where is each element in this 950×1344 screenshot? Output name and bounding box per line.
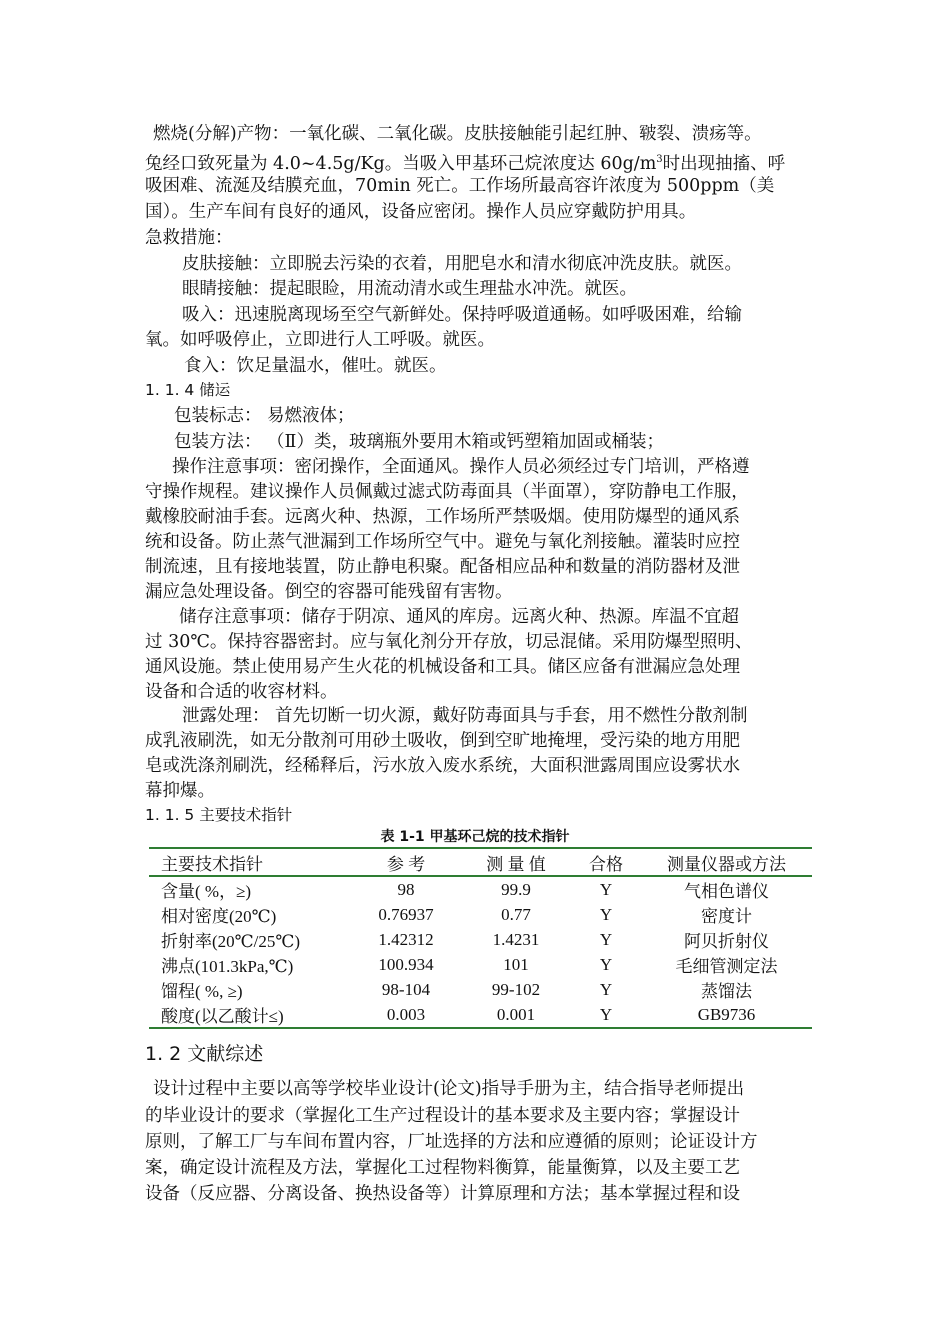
- table-cell: Y: [599, 979, 613, 999]
- paragraph-line: 设备和合适的收容材料。: [145, 682, 338, 702]
- table-cell: 1.42312: [378, 929, 434, 949]
- paragraph-line: 眼睛接触：提起眼睑，用流动清水或生理盐水冲洗。就医。: [182, 279, 637, 299]
- table-cell: GB9736: [641, 1002, 812, 1028]
- paragraph-line: 原则，了解工厂与车间布置内容，厂址选择的方法和应遵循的原则；论证设计方: [145, 1132, 758, 1152]
- paragraph-line: 守操作规程。建议操作人员佩戴过滤式防毒面具（半面罩），穿防静电工作服，: [145, 482, 749, 502]
- paragraph-line: 氧。如呼吸停止，立即进行人工呼吸。就医。: [145, 330, 495, 350]
- table-row: [149, 876, 812, 902]
- table-caption: 表 1-1 甲基环己烷的技术指针: [380, 829, 570, 845]
- table-header-row: [149, 848, 812, 876]
- first-aid-title: 急救措施：: [145, 228, 233, 248]
- column-header: 测 量 值: [461, 848, 571, 876]
- table-cell: 酸度(以乙酸计≤): [149, 1002, 351, 1028]
- section-heading: 1. 2 文献综述: [145, 1043, 264, 1065]
- table-cell: 1.4231: [492, 929, 540, 949]
- table-cell: Y: [599, 904, 613, 924]
- table-cell: 99.9: [501, 879, 531, 899]
- section-heading: 1. 1. 4 储运: [145, 381, 231, 399]
- table-cell: 密度计: [701, 907, 752, 926]
- paragraph-line: 皂或洗涤剂刷洗，经稀释后，污水放入废水系统，大面积泄露周围应设雾状水: [145, 756, 740, 776]
- table-cell: 馏程( %, ≥): [161, 982, 243, 1001]
- section-heading: 1. 1. 5 主要技术指针: [145, 806, 293, 824]
- paragraph-line: 通风设施。禁止使用易产生火花的机械设备和工具。储区应备有泄漏应急处理: [145, 657, 740, 677]
- table-cell: 沸点(101.3kPa,℃): [161, 957, 294, 976]
- table-row: [149, 977, 812, 1002]
- table-cell: 100.934: [378, 954, 434, 974]
- table-cell: 蒸馏法: [701, 982, 752, 1001]
- table-cell: 阿贝折射仪: [684, 932, 769, 951]
- paragraph-line: 戴橡胶耐油手套。远离火种、热源，工作场所严禁吸烟。使用防爆型的通风系: [145, 507, 740, 527]
- column-header: 主要技术指针: [149, 848, 351, 876]
- paragraph-line: 成乳液刷洗，如无分散剂可用砂土吸收，倒到空旷地掩埋，受污染的地方用肥: [145, 731, 740, 751]
- paragraph-line: 食入：饮足量温水，催吐。就医。: [184, 356, 447, 376]
- table-cell: Y: [599, 954, 613, 974]
- paragraph-line: 漏应急处理设备。倒空的容器可能残留有害物。: [145, 582, 513, 602]
- paragraph-line: 设计过程中主要以高等学校毕业设计(论文)指导手册为主，结合指导老师提出: [153, 1079, 745, 1099]
- table-row: [149, 952, 812, 977]
- paragraph-line: 储存注意事项：储存于阴凉、通风的库房。远离火种、热源。库温不宜超: [179, 607, 739, 627]
- table-cell: 折射率(20℃/25℃): [161, 932, 301, 951]
- paragraph-line: 吸困难、流涎及结膜充血，70min 死亡。工作场所最高容许浓度为 500ppm（美: [145, 176, 775, 196]
- column-header: 参 考: [351, 848, 461, 876]
- paragraph-line: 燃烧(分解)产物：一氧化碳、二氧化碳。皮肤接触能引起红肿、皲裂、溃疡等。: [153, 124, 762, 144]
- table-cell: 99-102: [491, 979, 541, 999]
- table-cell: 101: [503, 954, 529, 974]
- table-cell: Y: [599, 929, 613, 949]
- table-cell: 0.77: [501, 904, 531, 924]
- table-cell: 0.003: [351, 1002, 461, 1028]
- superscript: 3: [656, 154, 663, 165]
- paragraph-line: 过 30℃。保持容器密封。应与氧化剂分开存放，切忌混储。采用防爆型照明、: [145, 632, 753, 652]
- table-cell: 0.76937: [378, 904, 434, 924]
- column-header: 测量仪器或方法: [641, 848, 812, 876]
- paragraph-line: 操作注意事项：密闭操作，全面通风。操作人员必须经过专门培训，严格遵: [172, 457, 750, 477]
- paragraph-line: 吸入：迅速脱离现场至空气新鲜处。保持呼吸道通畅。如呼吸困难，给输: [182, 305, 742, 325]
- table-cell: Y: [599, 879, 613, 899]
- table-cell: 98: [397, 879, 415, 899]
- table-cell: 含量( %，≥): [161, 882, 252, 901]
- text-span: 时出现抽搐、呼: [662, 153, 786, 174]
- table-cell: 气相色谱仪: [684, 882, 769, 901]
- table-cell: 相对密度(20℃): [161, 907, 277, 926]
- paragraph-line: 设备（反应器、分离设备、换热设备等）计算原理和方法；基本掌握过程和设: [145, 1184, 740, 1204]
- table-row: [149, 927, 812, 952]
- table-cell: 0.001: [461, 1002, 571, 1028]
- table-row: [149, 1002, 812, 1028]
- table-cell: 毛细管测定法: [675, 957, 778, 976]
- paragraph-line: 包装标志： 易燃液体；: [174, 406, 355, 426]
- table-cell: Y: [571, 1002, 641, 1028]
- paragraph-line: 统和设备。防止蒸气泄漏到工作场所空气中。避免与氧化剂接触。灌装时应控: [145, 532, 740, 552]
- paragraph-line: 案，确定设计流程及方法，掌握化工过程物料衡算，能量衡算，以及主要工艺: [145, 1158, 740, 1178]
- text-span: 兔经口致死量为 4.0~4.5g/Kg。当吸入甲基环己烷浓度达 60g/m: [145, 153, 657, 174]
- paragraph-line: 幕抑爆。: [145, 781, 215, 801]
- table-cell: 98-104: [381, 979, 431, 999]
- paragraph-line: 制流速，且有接地装置，防止静电积聚。配备相应品种和数量的消防器材及泄: [145, 557, 740, 577]
- table-row: [149, 902, 812, 927]
- column-header: 合格: [571, 848, 641, 876]
- paragraph-line: 国）。生产车间有良好的通风，设备应密闭。操作人员应穿戴防护用具。: [145, 202, 697, 222]
- paragraph-line: 皮肤接触：立即脱去污染的衣着，用肥皂水和清水彻底冲洗皮肤。就医。: [182, 254, 742, 274]
- paragraph-line: 包装方法： （Ⅱ）类，玻璃瓶外要用木箱或钙塑箱加固或桶装；: [174, 432, 664, 452]
- spec-table: [149, 847, 812, 1029]
- paragraph-line: 泄露处理： 首先切断一切火源，戴好防毒面具与手套，用不燃性分散剂制: [182, 706, 748, 726]
- paragraph-line: 的毕业设计的要求（掌握化工生产过程设计的基本要求及主要内容；掌握设计: [145, 1106, 740, 1126]
